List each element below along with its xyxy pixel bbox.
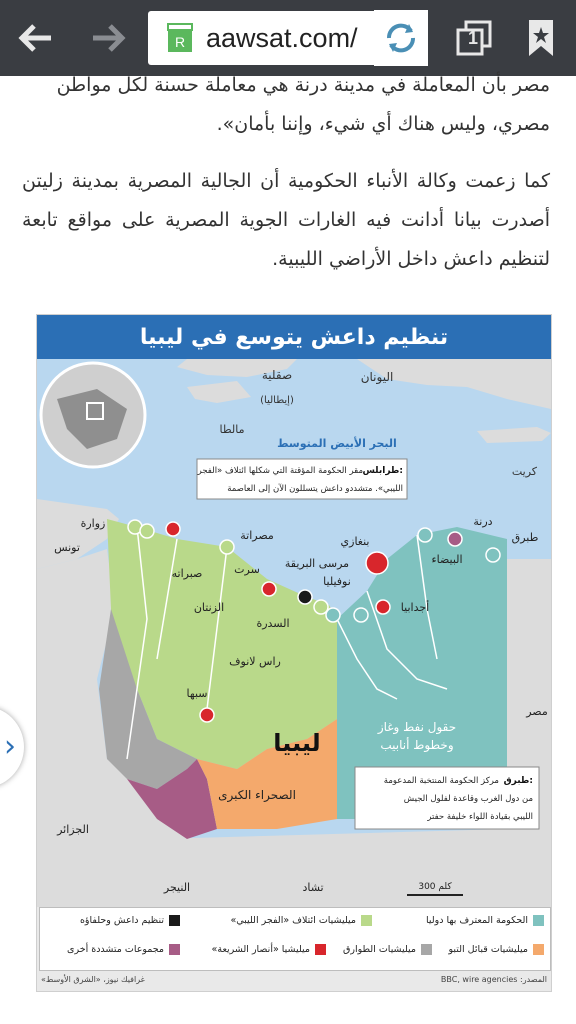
back-arrow-icon <box>18 23 54 53</box>
label-pipes: وخطوط أنابيب <box>380 738 454 752</box>
infographic-card <box>36 314 552 992</box>
label-tobruk: طبرق <box>511 531 539 544</box>
legend-item <box>212 944 326 955</box>
legend-swatch <box>533 944 544 955</box>
label-chad: تشاد <box>302 881 324 894</box>
back-button[interactable] <box>8 10 64 66</box>
label-crete: كريت <box>511 465 537 478</box>
tabs-button[interactable] <box>446 10 502 66</box>
label-ras-lanuf: راس لانوف <box>229 655 281 668</box>
egypt-land <box>507 559 551 907</box>
label-misrata: مصراتة <box>240 529 274 542</box>
legend-label: الحكومة المعترف بها دوليا <box>425 915 528 926</box>
bookmark-button[interactable] <box>516 10 566 66</box>
legend-swatch <box>421 944 432 955</box>
article-line: مصري، وليس هناك أي شيء، وإننا بأمان». <box>216 113 550 135</box>
article-paragraph-2: كما زعمت وكالة الأنباء الحكومية أن الجالية المصرية بمدينة زليتن أصدرت بيانا أدانت فيه الغارات الجوية المصرية على مواقع تابعة لتنظيم داعش داخل الأراضي الليبية. <box>22 170 550 270</box>
label-bayda: البيضاء <box>431 553 463 566</box>
source-text: المصدر: BBC, wire agencies <box>440 975 547 984</box>
legend-label: تنظيم داعش وحلفاؤه <box>79 915 164 926</box>
forward-button[interactable] <box>80 10 136 66</box>
label-derna: درنة <box>473 515 493 528</box>
label-greece: اليونان <box>360 370 394 384</box>
label-zintan: الزنتان <box>193 601 225 614</box>
label-sicily: صقلية <box>261 368 293 382</box>
label-benghazi: بنغازي <box>340 535 370 548</box>
label-niger: النيجر <box>163 881 191 894</box>
label-zuwara: زوارة <box>80 517 106 530</box>
legend-item <box>67 944 180 955</box>
legend-swatch <box>533 915 544 926</box>
legend-label: ميليشيات ائتلاف «الفجر الليبي» <box>230 915 356 926</box>
label-scale: 300 كلم <box>418 882 452 892</box>
legend-label: ميليشيات قبائل التبو <box>448 944 528 955</box>
tab-count: 1 <box>468 28 479 48</box>
legend-swatch <box>315 944 326 955</box>
label-sabratha: صبراته <box>171 567 203 580</box>
label-great-desert: الصحراء الكبرى <box>218 788 296 802</box>
label-nofaliya: نوفيليا <box>323 575 351 588</box>
legend-item <box>426 915 544 926</box>
libya-map <box>37 359 551 907</box>
label-egypt: مصر <box>526 705 548 718</box>
tobruk-note-3: الليبي بقيادة اللواء خليفة حفتر <box>427 812 533 822</box>
article-body <box>22 74 550 297</box>
map-legend <box>39 907 551 971</box>
tripoli-note-1: مقر الحكومة المؤقتة التي شكلها ائتلاف «الفجر <box>197 466 363 476</box>
forward-arrow-icon <box>90 23 126 53</box>
infographic-title: تنظيم داعش يتوسع في ليبيا <box>37 315 551 359</box>
label-brega: مرسى البريقة <box>284 557 350 570</box>
label-italy: (إيطاليا) <box>260 395 294 406</box>
site-r-icon <box>162 18 200 58</box>
chevron-right-icon: › <box>4 729 16 764</box>
legend-item <box>80 915 180 926</box>
label-malta: مالطا <box>219 423 245 436</box>
label-oil: حقول نفط وغاز <box>377 720 457 734</box>
bookmark-star-icon <box>526 18 556 58</box>
reload-icon <box>381 18 421 58</box>
credit-text: غرافيك نيوز، «الشرق الأوسط» <box>41 975 145 984</box>
label-sea: البحر الأبيض المتوسط <box>277 437 397 450</box>
source-row <box>41 975 547 989</box>
article-line: مصر بأن المعاملة في مدينة درنة هي معاملة حسنة لكل مواطن <box>56 74 550 96</box>
url-text: aawsat.com/ <box>206 22 358 53</box>
label-libya: ليبيا <box>273 729 321 757</box>
reload-button[interactable] <box>374 10 428 66</box>
label-ajdabiya: أجدابيا <box>400 601 430 614</box>
legend-swatch <box>361 915 372 926</box>
legend-label: ميليشيات الطوارق <box>343 944 416 955</box>
tripoli-title: طرابلس: <box>362 466 403 476</box>
legend-item <box>230 915 372 926</box>
browser-toolbar <box>0 0 576 76</box>
label-sabha: سبها <box>186 687 208 700</box>
label-tunisia: تونس <box>54 541 80 554</box>
label-sirte: سرت <box>234 563 260 576</box>
article-paragraph-1 <box>22 66 550 144</box>
legend-label: مجموعات متشددة أخرى <box>67 944 164 955</box>
tobruk-note-2: من دول الغرب وقاعدة لفلول الجيش <box>403 794 533 804</box>
label-sidra: السدرة <box>256 617 290 630</box>
bottom-strip <box>0 1004 576 1024</box>
tobruk-title: طبرق: <box>503 776 533 786</box>
legend-item <box>343 944 432 955</box>
tobruk-note-1: مركز الحكومة المنتخبة المدعومة <box>383 776 499 786</box>
legend-swatch <box>169 915 180 926</box>
legend-label: ميليشيا «أنصار الشريعة» <box>211 944 310 955</box>
legend-swatch <box>169 944 180 955</box>
svg-text:R: R <box>174 34 186 50</box>
legend-item <box>448 944 544 955</box>
label-algeria: الجزائر <box>57 823 89 836</box>
tripoli-note-2: الليبي». متشددو داعش يتسللون الآن إلى العاصمة <box>227 484 403 494</box>
